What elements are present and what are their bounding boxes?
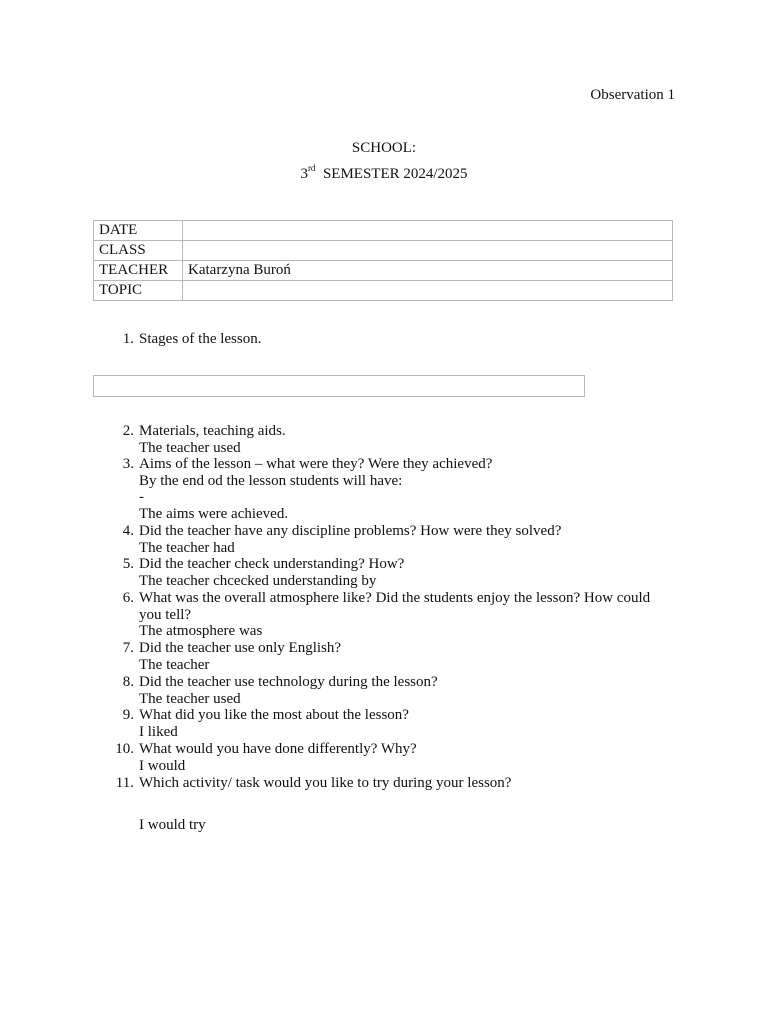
teacher-value: Katarzyna Buroń [183, 261, 673, 281]
question-item [122, 331, 679, 348]
topic-value [183, 281, 673, 301]
answer-text: I liked [139, 723, 178, 740]
table-row [94, 221, 673, 241]
question-item [122, 707, 679, 740]
topic-label: TOPIC [94, 281, 183, 301]
semester-text: SEMESTER 2024/2025 [322, 166, 468, 182]
lesson-info-table [93, 220, 673, 301]
question-text: Did the teacher have any discipline problems? How were they solved? [139, 523, 562, 539]
answer-text: The teacher used [139, 690, 241, 707]
question-text: Did the teacher use only English? [139, 640, 342, 656]
question-item [115, 741, 679, 774]
table-row [94, 241, 673, 261]
question-text: Which activity/ task would you like to try during your lesson? [139, 775, 512, 791]
answer-text: The teacher had [139, 539, 235, 556]
question-number: 10. [115, 741, 134, 757]
teacher-label: TEACHER [94, 261, 183, 281]
answer-text: The atmosphere was [139, 623, 263, 640]
question-number: 8. [122, 674, 134, 690]
question-item [115, 775, 679, 792]
question-text-continued: you tell? [139, 606, 192, 623]
question-number: 7. [122, 640, 134, 656]
answer-text: The aims were achieved. [139, 506, 289, 523]
question-text: Did the teacher use technology during the lesson? [139, 674, 438, 690]
class-value [183, 241, 673, 261]
semester-ordinal: rd [307, 163, 316, 173]
question-item [122, 556, 679, 589]
question-number: 6. [122, 590, 134, 606]
semester-number: 3 [300, 166, 308, 182]
question-number: 5. [122, 556, 134, 572]
question-number: 11. [115, 775, 134, 791]
question-text: Did the teacher check understanding? How? [139, 556, 405, 572]
date-value [183, 221, 673, 241]
question-number: 9. [122, 707, 134, 723]
question-item [122, 640, 679, 673]
question-number: 3. [122, 456, 134, 472]
date-label: DATE [94, 221, 183, 241]
answer-text: The teacher used [139, 439, 241, 456]
answer-text: I would [139, 757, 186, 774]
question-text: What would you have done differently? Why? [139, 741, 417, 757]
question-text: Materials, teaching aids. [139, 423, 286, 439]
semester-heading [0, 163, 768, 183]
question-item [122, 456, 679, 523]
question-text: What was the overall atmosphere like? Did the students enjoy the lesson? How could [139, 590, 651, 606]
table-row [94, 281, 673, 301]
answer-text: The teacher chcecked understanding by [139, 572, 377, 589]
answer-text: - [139, 489, 144, 506]
question-number: 2. [122, 423, 134, 439]
question-item [122, 590, 679, 640]
class-label: CLASS [94, 241, 183, 261]
question-text: What did you like the most about the lesson? [139, 707, 409, 723]
question-item [122, 674, 679, 707]
stages-answer-box [93, 375, 585, 397]
question-number: 1. [122, 331, 134, 347]
question-text: Aims of the lesson – what were they? Were they achieved? [139, 456, 493, 472]
answer-text: By the end od the lesson students will have: [139, 472, 403, 489]
closing-answer: I would try [139, 817, 206, 833]
observation-label: Observation 1 [590, 87, 675, 103]
question-item [122, 523, 679, 556]
question-item [122, 423, 679, 456]
question-text: Stages of the lesson. [139, 331, 262, 347]
table-row [94, 261, 673, 281]
answer-text: The teacher [139, 656, 210, 673]
school-heading: SCHOOL: [351, 140, 417, 156]
question-number: 4. [122, 523, 134, 539]
